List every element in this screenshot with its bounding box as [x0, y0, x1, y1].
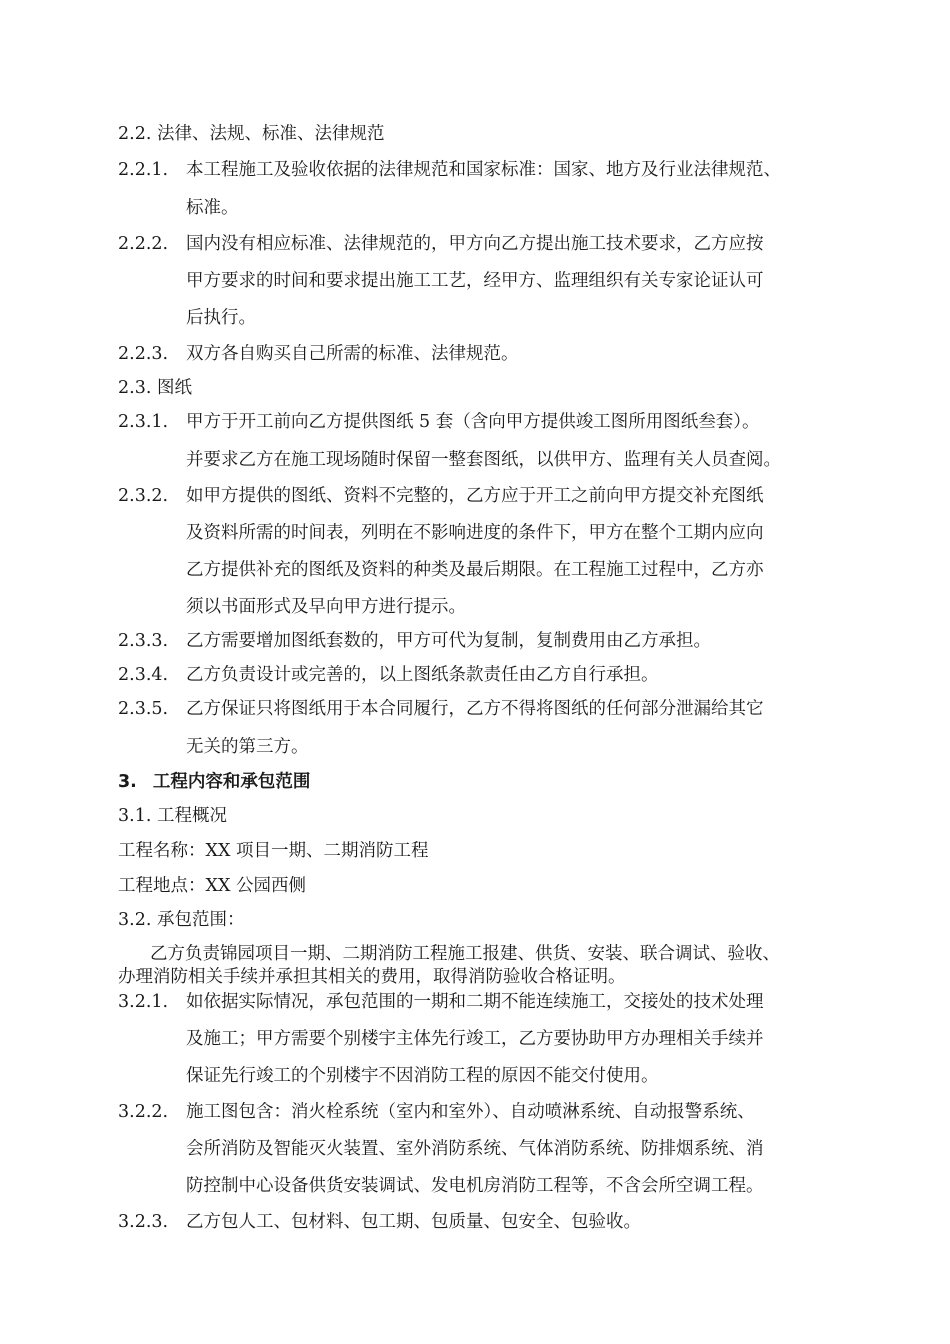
clause-number-3-2-1: 3.2.1. — [118, 992, 169, 1012]
clause-number-2-3-3: 2.3.3. — [118, 631, 169, 651]
clause-number-2-3-4: 2.3.4. — [118, 665, 169, 685]
clause-text-line: 及施工；甲方需要个别楼宇主体先行竣工，乙方要协助甲方办理相关手续并 — [186, 1029, 764, 1049]
chapter-title: 工程内容和承包范围 — [152, 772, 311, 792]
scope-paragraph-line: 办理消防相关手续并承担其相关的费用，取得消防验收合格证明。 — [118, 967, 626, 987]
section-title: 法律、法规、标准、法律规范 — [156, 124, 385, 144]
clause-number-2-3-2: 2.3.2. — [118, 486, 169, 506]
section-title: 工程概况 — [156, 806, 227, 826]
project-name: 工程名称：XX 项目一期、二期消防工程 — [118, 841, 429, 861]
clause-text-line: 乙方保证只将图纸用于本合同履行，乙方不得将图纸的任何部分泄漏给其它 — [186, 699, 764, 719]
clause-text-line: 标准。 — [186, 198, 239, 218]
section-number: 2.3. — [118, 378, 152, 398]
clause-number-3-2-3: 3.2.3. — [118, 1212, 169, 1232]
clause-text-line: 双方各自购买自己所需的标准、法律规范。 — [186, 344, 519, 364]
clause-text-line: 无关的第三方。 — [186, 737, 309, 757]
section-number: 3.2. — [118, 910, 152, 930]
project-site: 工程地点：XX 公园西侧 — [118, 876, 306, 896]
section-heading-3-1 — [118, 804, 227, 828]
chapter-number: 3. — [118, 772, 137, 792]
clause-text-line: 会所消防及智能灭火装置、室外消防系统、气体消防系统、防排烟系统、消 — [186, 1139, 764, 1159]
clause-text-line: 并要求乙方在施工现场随时保留一整套图纸，以供甲方、监理有关人员查阅。 — [186, 450, 781, 470]
clause-text-line: 国内没有相应标准、法律规范的，甲方向乙方提出施工技术要求，乙方应按 — [186, 234, 764, 254]
section-number: 3.1. — [118, 806, 152, 826]
clause-text-line: 如依据实际情况，承包范围的一期和二期不能连续施工，交接处的技术处理 — [186, 992, 764, 1012]
chapter-heading-3 — [118, 770, 310, 794]
clause-number-2-3-1: 2.3.1. — [118, 412, 169, 432]
clause-text-line: 甲方于开工前向乙方提供图纸 5 套（含向甲方提供竣工图所用图纸叁套）。 — [186, 412, 760, 432]
clause-text-line: 乙方需要增加图纸套数的，甲方可代为复制，复制费用由乙方承担。 — [186, 631, 711, 651]
clause-text-line: 须以书面形式及早向甲方进行提示。 — [186, 597, 466, 617]
clause-number-2-2-2: 2.2.2. — [118, 234, 169, 254]
section-heading-2-2 — [118, 122, 384, 146]
clause-text-line: 施工图包含：消火栓系统（室内和室外）、自动喷淋系统、自动报警系统、 — [186, 1102, 755, 1122]
clause-text-line: 甲方要求的时间和要求提出施工工艺，经甲方、监理组织有关专家论证认可 — [186, 271, 764, 291]
clause-text-line: 乙方负责设计或完善的，以上图纸条款责任由乙方自行承担。 — [186, 665, 659, 685]
clause-number-2-2-1: 2.2.1. — [118, 160, 169, 180]
clause-text-line: 如甲方提供的图纸、资料不完整的，乙方应于开工之前向甲方提交补充图纸 — [186, 486, 764, 506]
clause-text-line: 本工程施工及验收依据的法律规范和国家标准：国家、地方及行业法律规范、 — [186, 160, 781, 180]
section-number: 2.2. — [118, 124, 152, 144]
section-title: 承包范围： — [156, 910, 245, 930]
clause-text-line: 及资料所需的时间表，列明在不影响进度的条件下，甲方在整个工期内应向 — [186, 523, 764, 543]
section-title: 图纸 — [156, 378, 192, 398]
section-heading-2-3 — [118, 376, 192, 400]
clause-number-2-2-3: 2.2.3. — [118, 344, 169, 364]
clause-number-3-2-2: 3.2.2. — [118, 1102, 169, 1122]
scope-paragraph-line: 乙方负责锦园项目一期、二期消防工程施工报建、供货、安装、联合调试、验收、 — [150, 944, 780, 964]
section-heading-3-2 — [118, 908, 244, 932]
clause-text-line: 防控制中心设备供货安装调试、发电机房消防工程等，不含会所空调工程。 — [186, 1176, 764, 1196]
clause-text-line: 保证先行竣工的个别楼宇不因消防工程的原因不能交付使用。 — [186, 1066, 659, 1086]
clause-text-line: 后执行。 — [186, 308, 256, 328]
clause-number-2-3-5: 2.3.5. — [118, 699, 169, 719]
clause-text-line: 乙方包人工、包材料、包工期、包质量、包安全、包验收。 — [186, 1212, 641, 1232]
clause-text-line: 乙方提供补充的图纸及资料的种类及最后期限。在工程施工过程中，乙方亦 — [186, 560, 764, 580]
